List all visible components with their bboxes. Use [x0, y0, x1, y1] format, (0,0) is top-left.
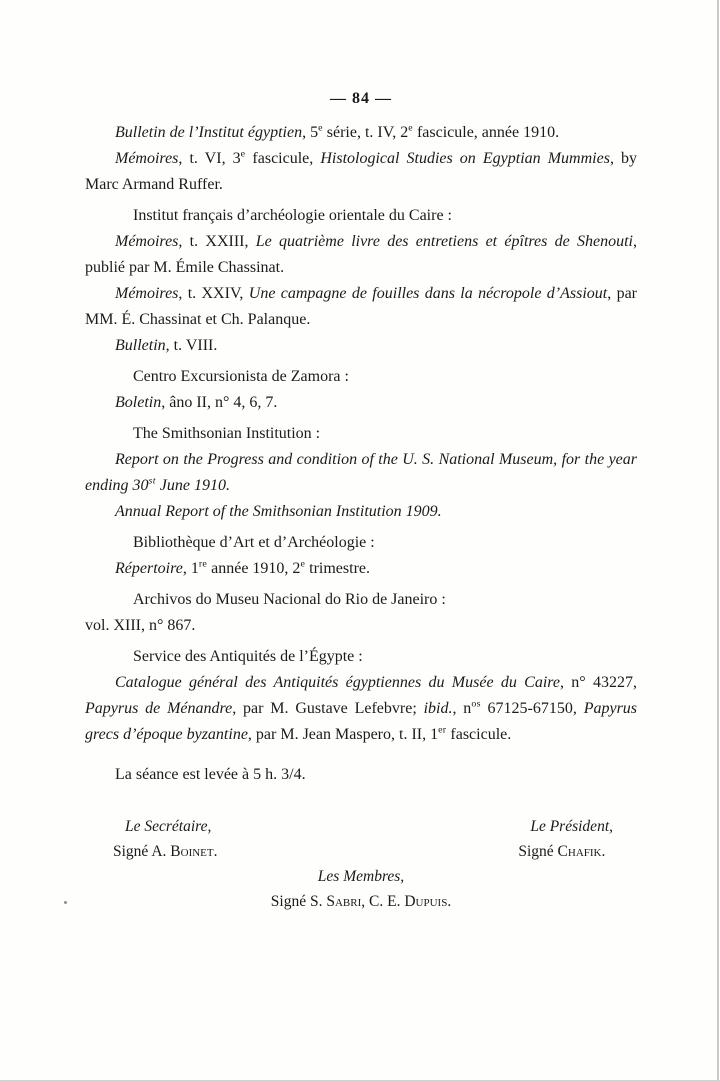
text-segment: . — [601, 843, 606, 860]
text-segment: Le quatrième livre des entretiens et épîtres de Shenouti — [255, 233, 633, 250]
text-segment: Annual Report of the Smithsonian Institution 1909. — [115, 503, 442, 520]
text-segment: st — [148, 475, 156, 487]
paragraph — [85, 229, 637, 281]
ink-speck — [64, 901, 67, 904]
text-segment: , 5 — [302, 124, 319, 141]
paragraph — [85, 644, 637, 670]
paragraph — [85, 613, 637, 639]
text-segment: Boletin — [115, 394, 162, 411]
text-segment: fascicule, année 1910. — [412, 124, 560, 141]
paragraph — [85, 499, 637, 525]
text-segment: fascicule. — [446, 726, 512, 743]
text-segment: Dupuis — [404, 893, 448, 910]
text-segment: Mémoires — [115, 233, 179, 250]
text-segment: Centro Excursionista de Zamora : — [133, 368, 349, 385]
text-segment: Mémoires — [115, 150, 179, 167]
text-segment: e — [408, 122, 413, 134]
text-segment: , par MM. É. Chassinat et Ch. Palanque. — [85, 285, 638, 328]
text-segment: Répertoire — [115, 560, 183, 577]
text-segment: . — [447, 893, 452, 910]
text-segment: Bibliothèque d’Art et d’Archéologie : — [133, 534, 375, 551]
text-segment: ibid. — [423, 700, 453, 717]
text-segment: re — [198, 558, 208, 570]
text-segment: , t. XXIV, — [178, 285, 249, 302]
text-segment: , 1 — [182, 560, 199, 577]
text-segment: , t. VIII. — [165, 337, 218, 354]
signature-line — [113, 814, 217, 839]
scan-edge-right — [717, 0, 719, 1082]
text-segment: Histological Studies on Egyptian Mummies — [320, 150, 610, 167]
signature-line — [113, 839, 217, 864]
text-segment: os — [471, 698, 481, 710]
text-segment: e — [318, 122, 323, 134]
text-segment: La séance est levée à 5 h. 3/4. — [115, 766, 306, 783]
paragraph — [85, 421, 637, 447]
signature-members — [85, 864, 637, 914]
text-segment: série, t. IV, 2 — [322, 124, 409, 141]
text-segment: Boinet — [170, 843, 214, 860]
text-segment: Service des Antiquités de l’Égypte : — [133, 648, 363, 665]
text-segment: , âno II, n° 4, 6, 7. — [161, 394, 278, 411]
text-segment: Papyrus de Ménandre — [85, 700, 233, 717]
text-segment: er — [438, 724, 447, 736]
text-segment: Papyrus grecs d’époque byzantine — [85, 700, 638, 743]
text-segment: , par M. Gustave Lefebvre; — [232, 700, 424, 717]
paragraph — [85, 333, 637, 359]
paragraph — [85, 670, 637, 748]
paragraph — [85, 587, 637, 613]
document-body — [85, 120, 637, 788]
text-segment: . — [213, 843, 218, 860]
text-segment: Bulletin de l’Institut égyptien — [115, 124, 303, 141]
text-segment: fascicule, — [245, 150, 321, 167]
signature-line — [85, 889, 637, 914]
text-segment: , publié par M. Émile Chassinat. — [85, 233, 637, 276]
text-segment: Report on the Progress and condition of the U. S. National Museum, for the year ending 30 — [85, 451, 637, 494]
text-segment: Les Membres, — [317, 868, 405, 885]
text-segment: Signé A. — [113, 843, 171, 860]
paragraph — [85, 556, 637, 582]
text-segment: Le Président, — [530, 818, 613, 835]
text-segment: , t. VI, 3 — [178, 150, 241, 167]
signature-line — [518, 839, 613, 864]
paragraph — [85, 447, 637, 499]
signature-secretary — [113, 814, 217, 864]
text-segment: , n° 43227, — [560, 674, 637, 691]
text-segment: , n — [452, 700, 472, 717]
paragraph — [85, 364, 637, 390]
signature-line — [518, 814, 613, 839]
paragraph — [85, 203, 637, 229]
paragraph — [85, 146, 637, 198]
text-segment: trimestre. — [305, 560, 371, 577]
text-segment: The Smithsonian Institution : — [133, 425, 321, 442]
text-segment: e — [240, 148, 246, 160]
text-segment: , par M. Jean Maspero, t. II, 1 — [247, 726, 439, 743]
text-segment: e — [300, 558, 306, 570]
text-segment: vol. XIII, n° 867. — [85, 617, 196, 634]
text-segment: Bulletin — [115, 337, 166, 354]
paragraph — [85, 390, 637, 416]
text-segment: Catalogue général des Antiquités égyptiennes du Musée du Caire — [115, 674, 560, 691]
document-content — [85, 86, 637, 914]
signature-line — [85, 864, 637, 889]
text-segment: June 1910. — [155, 477, 230, 494]
text-segment: Sabri — [326, 893, 362, 910]
text-segment: année 1910, 2 — [207, 560, 301, 577]
page-number: — 84 — — [330, 90, 392, 107]
signature-row — [85, 814, 637, 864]
text-segment: Signé — [518, 843, 558, 860]
text-segment: Mémoires — [115, 285, 179, 302]
text-segment: 67125-67150, — [480, 700, 584, 717]
paragraph — [85, 281, 637, 333]
text-segment: , by Marc Armand Ruffer. — [85, 150, 638, 193]
text-segment: Chafik — [557, 843, 602, 860]
paragraph — [85, 530, 637, 556]
text-segment: Une campagne de fouilles dans la nécropole d’Assiout — [248, 285, 608, 302]
text-segment: , t. XXIII, — [178, 233, 256, 250]
text-segment: Archivos do Museu Nacional do Rio de Janeiro : — [133, 591, 446, 608]
text-segment: Institut français d’archéologie orientale du Caire : — [133, 207, 452, 224]
signature-president — [518, 814, 613, 864]
paragraph — [85, 120, 637, 146]
paragraph — [85, 762, 637, 788]
text-segment: , C. E. — [361, 893, 405, 910]
text-segment: Le Secrétaire, — [125, 818, 212, 835]
text-segment: Signé S. — [270, 893, 327, 910]
